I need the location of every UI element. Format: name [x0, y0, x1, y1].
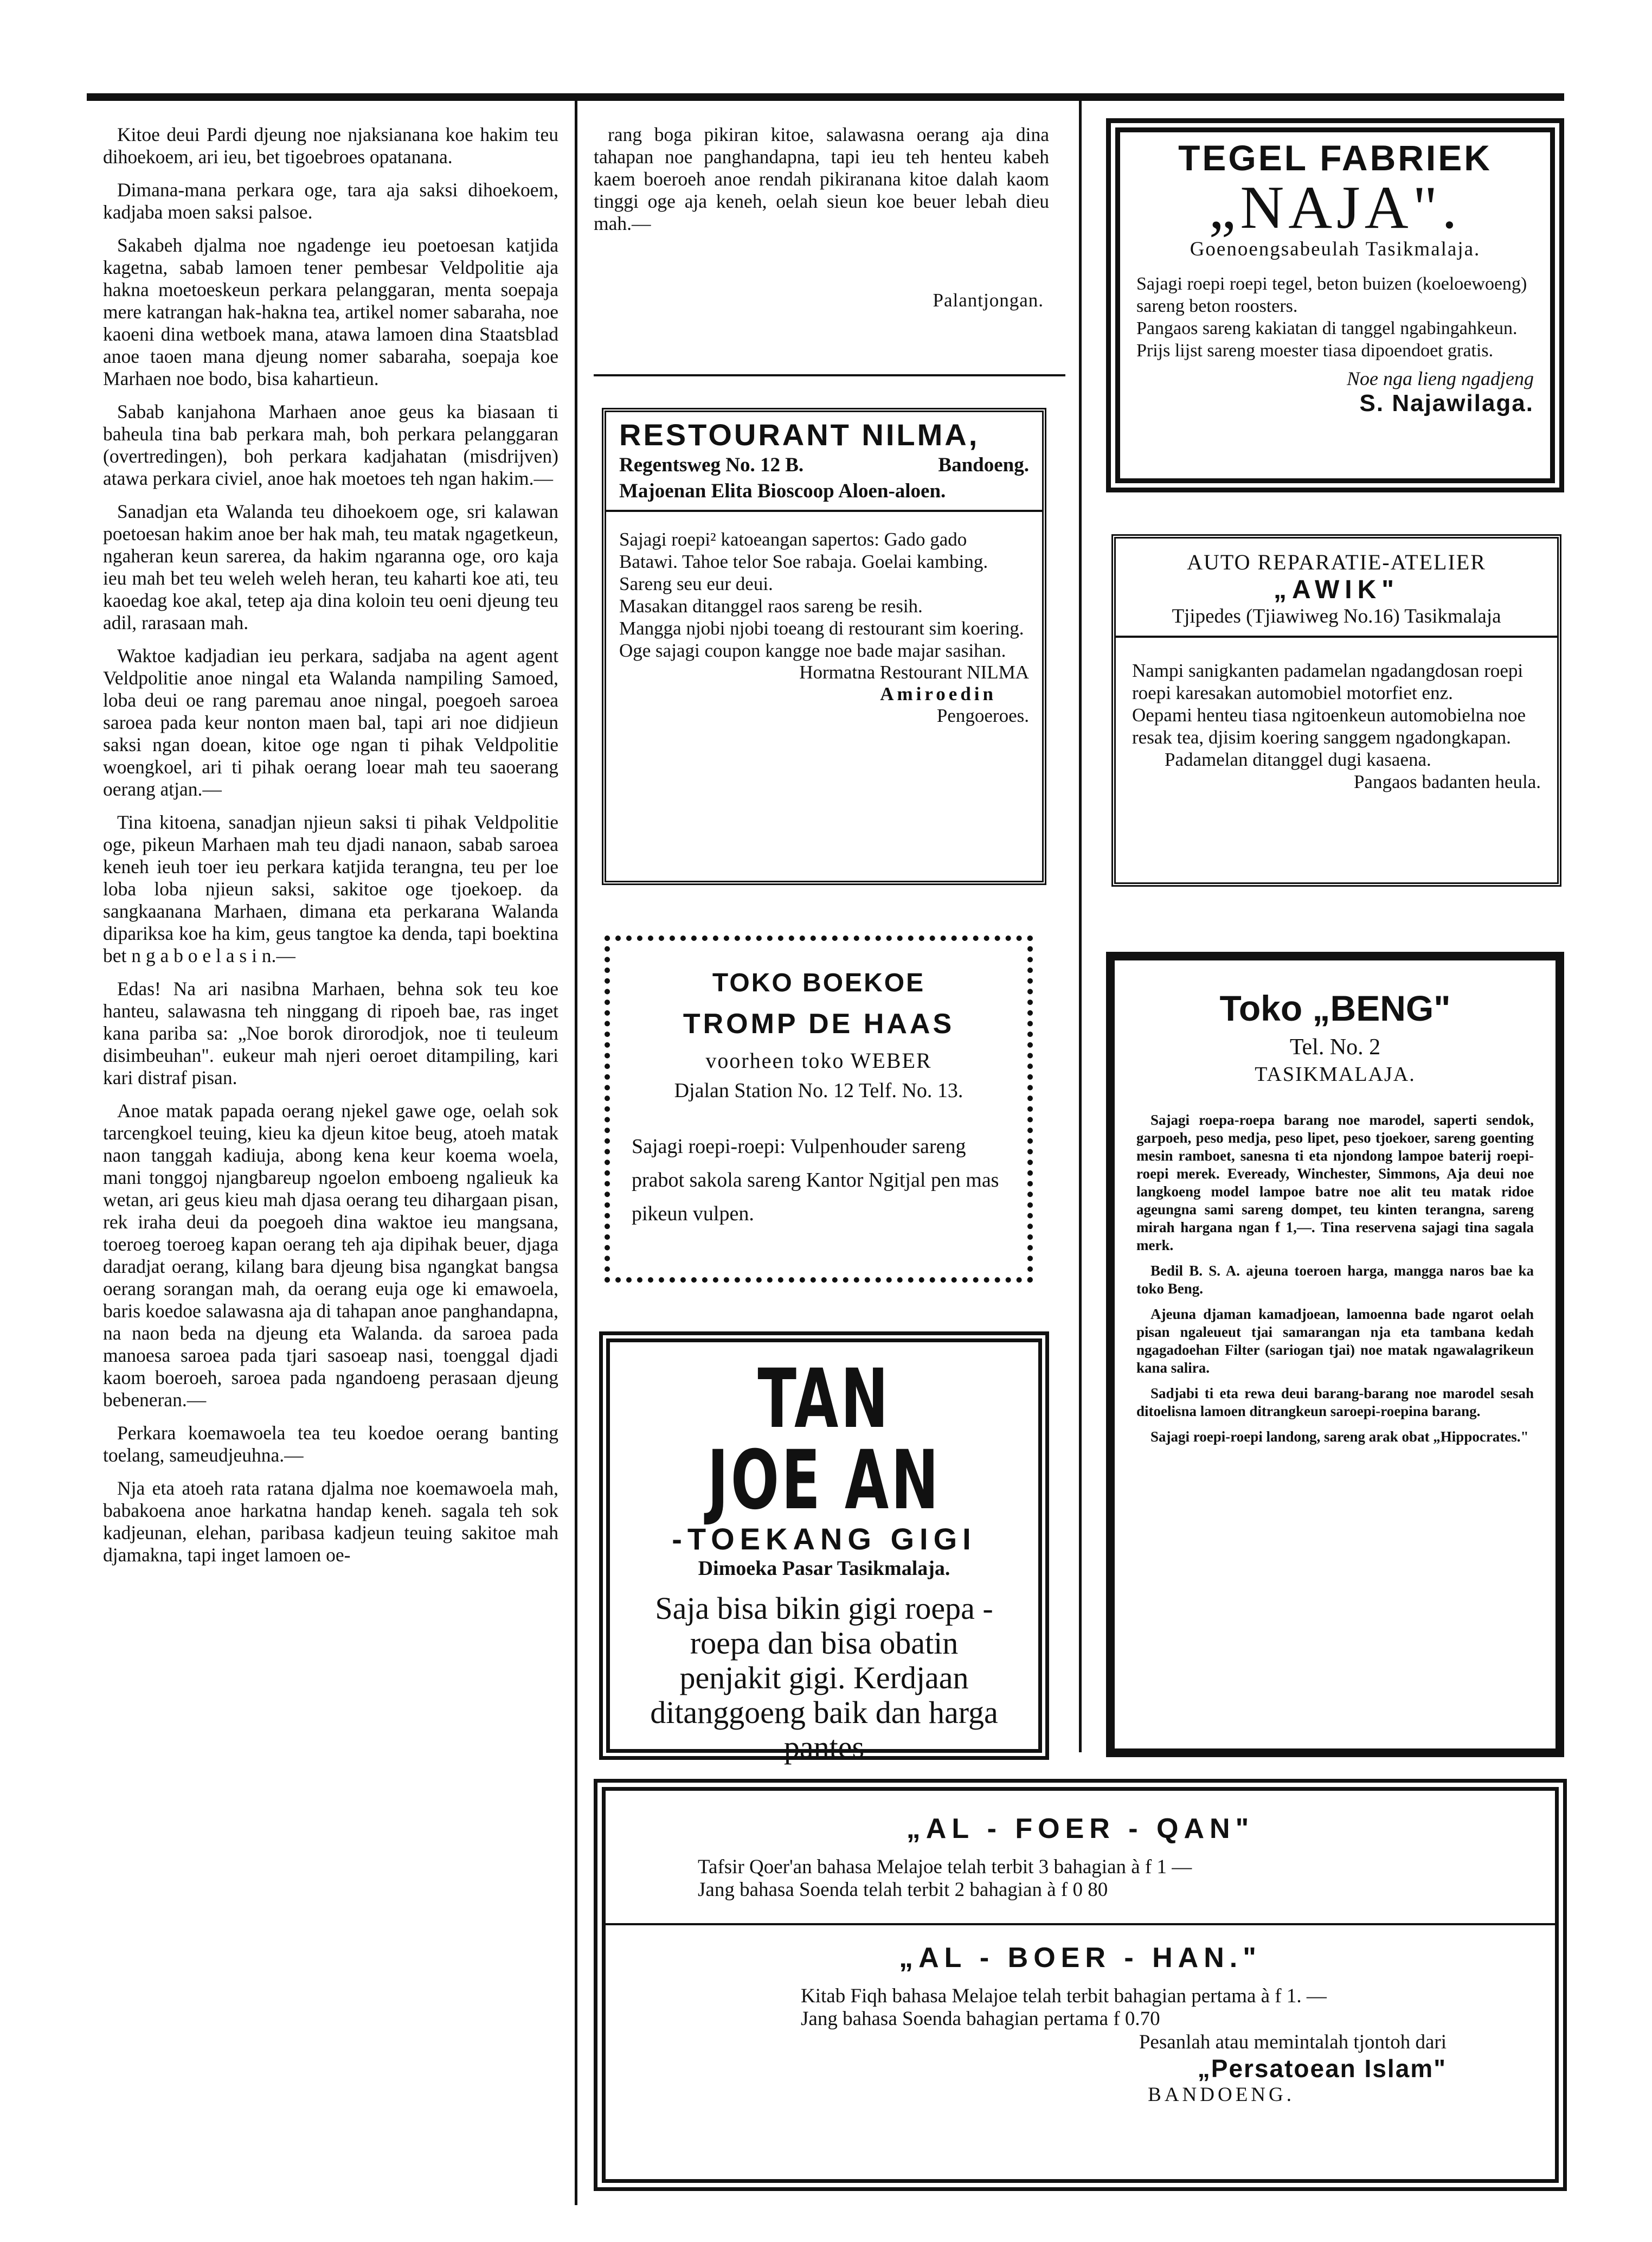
- ad-role: Pengoeroes.: [936, 705, 1029, 726]
- column-separator-left: [575, 101, 577, 2205]
- ad-body-paragraph: Bedil B. S. A. ajeuna toeroen harga, mangga naros bae ka toko Beng.: [1136, 1263, 1534, 1297]
- ad-location: Majoenan Elita Bioscoop Aloen-aloen.: [619, 480, 946, 502]
- ad-body: Saja bisa bikin gigi roepa - roepa dan bisa obatin penjakit gigi. Kerdjaan ditanggoeng baik dan harga pantes: [650, 1591, 998, 1765]
- continuation-text: rang boga pikiran kitoe, salawasna oerang aja dina tahapan noe panghandapna, tapi ieu teh henteu kabeh kaem boeroeh anoe rendah pikiranana kitoe dalah kaom tinggi oge aja keneh, oelah sieun koe beuer lebah dieu mah.—: [594, 124, 1049, 234]
- ad-title: TOKO BOEKOE: [712, 969, 925, 997]
- ad-body-paragraph: Sajagi roepa-roepa barang noe marodel, saperti sendok, garpoeh, peso medja, peso lipet, peso tjoekoer, sareng goenting mesin ramboet, sanesna ti eta njondong lampoe baterij roepi-roepi merek. Eveready, Winchester, Simmons, Aja deui noe langkoeng model lampoe batre noe alit teu matak ridoe ageungna sami sareng dompet, teu kinten terangna, sareng mirah hargana ngan f 1,—. Tina reservena sajagi tina sagala merk.: [1136, 1112, 1534, 1253]
- article-paragraph: Edas! Na ari nasibna Marhaen, behna sok teu koe hanteu, salawasna teh ninggang di ripoeh bae, ras inget kana pariba sa: „Noe borok dirorodjok, noe ti teuleum disimbeuhan". eukeur mah njeri oeroet ditampiling, kari kari distraf pisan.: [103, 978, 558, 1088]
- article-continuation: [594, 124, 1049, 311]
- ad-body-line: Nampi sanigkanten padamelan ngadangdosan roepi roepi karesakan automobiel motorfiet enz.: [1132, 660, 1524, 703]
- article-paragraph: Sanadjan eta Walanda teu dihoekoem oge, sri kalawan poetoesan hakim anoe ber hak mah, teu matak ngagetkeun, ngaheran keun sarerea, da hakim ngaranna oge, oro kaja ieu mah bet teu weleh weleh heran, teu kaharti koe ati, teu kaoedag koe akal, tetep aja dina koloin teu oeni djeung teu adil, rarasaan mah.: [103, 501, 558, 633]
- article-paragraph: Sabab kanjahona Marhaen anoe geus ka biasaan ti baheula tina bab perkara mah, boh perkara pelanggaran (overtredingen), boh perkara kadjahatan (misdrijven) atawa perkara civiel, anoe hak moetoes teh ngan hakim.—: [103, 401, 558, 489]
- column-separator-right: [1079, 101, 1082, 1752]
- ad-restourant-nilma: [602, 408, 1046, 885]
- ad-closing: Hormatna Restourant NILMA: [799, 662, 1029, 683]
- ad-title: TEGEL FABRIEK: [1178, 138, 1492, 178]
- ad-body-line: Oge sajagi coupon kangge noe bade majar sasihan.: [619, 640, 1006, 661]
- ad-body-line: Pangaos sareng kakiatan di tanggel ngabingahkeun. Prijs lijst sareng moester tiasa dipoendoet gratis.: [1136, 318, 1518, 361]
- ad-toko-boekoe-tromp-de-haas: [605, 936, 1033, 1283]
- article-paragraph: Anoe matak papada oerang njekel gawe oge, oelah sok tarcengkoel teuing, kieu ka djeun kitoe beug, atoeh matak naon tanggah kadiuja, abong kena keur koema woela, mani tonggoj njangbareup ngoelon emboeng ngalieuk ka wetan, ari geus kieu mah djasa oerang teu dihargaan pisan, rek iraha deui da poegoeh dina waktoe ieu mangsana, toeroeg toeroeg kapan oerang teh aja dipihak beuer, djaga daradjat oerang, kilang bara djeung bisa ngangkat bangsa oerang sorangan mah, da oerang euja oge ki emawoela, baris koedoe salawasna aja di tahapan anoe panghandapna, na naon beda na djeung eta Walanda. da saroea pada manoesa saroea pada tjari sasoeap nasi, toenggal djadi kaom boeroeh, saroea pada ngandoeng perasaan djeung bebeneran.—: [103, 1100, 558, 1411]
- ad-brand-name: „NAJA".: [1209, 174, 1462, 241]
- ad-body: [1136, 1111, 1534, 1446]
- ad-brand-name: TROMP DE HAAS: [683, 1008, 955, 1040]
- ad-owner: S. Najawilaga.: [1359, 390, 1534, 417]
- ad-publisher: „Persatoean Islam": [1197, 2054, 1447, 2083]
- article-paragraph: Sakabeh djalma noe ngadenge ieu poetoesan katjida kagetna, sabab lamoen tener pembesar Veldpolitie aja hakna moetoeskeun perkara pelanggaran, menta soepaja mere katrangan hak-hakna tea, artikel nomer sabaraha, noe kaoeni dina wetboek mana, atawa lamoen dina Staatsblad anoe taoen mana djeung nomer sabaraha, soepaja koe Marhaen noe bodo, bisa kahartieun.: [103, 234, 558, 389]
- ad-address: Tjipedes (Tjiawiweg No.16) Tasikmalaja: [1172, 605, 1501, 627]
- ad-order-text: Pesanlah atau memintalah tjontoh dari: [1139, 2031, 1447, 2053]
- article-paragraph: Dimana-mana perkara oge, tara aja saksi dihoekoem, kadjaba moen saksi palsoe.: [103, 179, 558, 223]
- ad-body: [619, 528, 1029, 662]
- article-signature: Palantjongan.: [933, 290, 1044, 311]
- ad-divider: [606, 1923, 1555, 1925]
- ad-address-row: [619, 452, 1029, 478]
- ad-closing: Noe nga lieng ngadjeng: [1347, 368, 1534, 389]
- ad-city: BANDOENG.: [1148, 2084, 1295, 2106]
- ad-body: [1132, 659, 1541, 793]
- ad-body-line: Padamelan ditanggel dugi kasaena.: [1165, 749, 1431, 770]
- ad-title: „AL - BOER - HAN.": [899, 1942, 1262, 1974]
- ad-address: Djalan Station No. 12 Telf. No. 13.: [674, 1079, 963, 1102]
- ad-body: [801, 1985, 1512, 2030]
- ad-location: Dimoeka Pasar Tasikmalaja.: [698, 1557, 950, 1580]
- ad-location: Goenoengsabeulah Tasikmalaja.: [1190, 238, 1481, 260]
- ad-tegel-fabriek-naja: [1106, 118, 1564, 492]
- ad-owner: Amiroedin: [880, 683, 997, 704]
- ad-divider: [1116, 636, 1557, 638]
- section-divider: [594, 374, 1065, 376]
- top-rule: [87, 93, 1564, 101]
- ad-auto-reparatie-awik: [1111, 534, 1561, 887]
- ad-body: [698, 1856, 1512, 1901]
- ad-address: Regentsweg No. 12 B.: [619, 454, 804, 476]
- article-paragraph: Waktoe kadjadian ieu perkara, sadjaba na agent agent Veldpolitie anoe ningal eta Walanda nampiling Samoed, loba deui oe rang paremau anoe ningal, poegoeh saroea saroea pada keur nonton maen bal, tapi ari noe didjieun saksi ngan doean, kitoe oge ngan ti pihak Veldpolitie woengkoel, ari ti pihak oerang loear mah teu saoerang oerang atjan.—: [103, 645, 558, 800]
- ad-title: AUTO REPARATIE-ATELIER: [1187, 550, 1486, 574]
- article-paragraph: Kitoe deui Pardi djeung noe njaksianana koe hakim teu dihoekoem, ari ieu, bet tigoebroes opatanana.: [103, 124, 558, 168]
- article-paragraph: Nja eta atoeh rata ratana djalma noe koemawoela mah, babakoena anoe harkatna handap keneh. sagala teh sok kadjeunan, elehan, paribasa kadjeun teuing sakitoe mah djamakna, tapi inget lamoen oe-: [103, 1477, 558, 1566]
- ad-telephone: Tel. No. 2: [1289, 1035, 1381, 1060]
- ad-body-line: Jang bahasa Soenda bahagian pertama f 0.70: [801, 2008, 1160, 2030]
- ad-tan-joe-an: [599, 1331, 1049, 1765]
- ad-toko-beng: [1106, 952, 1564, 1757]
- ad-title: Toko „BENG": [1219, 988, 1451, 1028]
- article-paragraph: Tina kitoena, sanadjan njieun saksi ti pihak Veldpolitie oge, pikeun Marhaen mah teu djadi nanaon, sabab saroea keneh ieuh toer ieu perkara katjida terangna, teu per loe loba loba njieun saksi, sakitoe oge tjoekoep. da sangkaanana Marhaen, dimana eta perkarana Walanda dipariksa koe ha kim, geus tangtoe ka denda, tapi boektina bet n g a b o e l a s i n.—: [103, 811, 558, 966]
- ad-body-line: Mangga njobi njobi toeang di restourant sim koering.: [619, 618, 1024, 639]
- ad-body-line: Masakan ditanggel raos sareng be resih.: [619, 595, 923, 617]
- ad-body-paragraph: Sajagi roepi-roepi landong, sareng arak obat „Hippocrates.": [1150, 1429, 1529, 1445]
- ad-body-line: Sajagi roepi roepi tegel, beton buizen (koeloewoeng) sareng beton roosters.: [1136, 274, 1527, 316]
- ad-divider: [606, 510, 1042, 512]
- ad-body: Sajagi roepi-roepi: Vulpenhouder sareng prabot sakola sareng Kantor Ngitjal pen mas pikeun vulpen.: [632, 1135, 999, 1225]
- ad-brand-name: TAN JOE AN: [707, 1352, 941, 1528]
- ad-trade: -TOEKANG GIGI: [672, 1522, 976, 1556]
- ad-brand-name: „AWIK": [1273, 575, 1400, 604]
- ad-body-line: Sajagi roepi² katoeangan sapertos: Gado gado Batawi. Tahoe telor Soe rabaja. Goelai kambing. Sareng seu eur deui.: [619, 529, 988, 594]
- ad-closing: Pangaos badanten heula.: [1353, 771, 1541, 792]
- ad-body-line: Kitab Fiqh bahasa Melajoe telah terbit bahagian pertama à f 1. —: [801, 1985, 1327, 2007]
- ad-title: RESTOURANT NILMA,: [619, 418, 980, 452]
- ad-city: TASIKMALAJA.: [1255, 1063, 1416, 1086]
- ad-al-foerqan-al-boerhan: [594, 1779, 1567, 2191]
- ad-city: Bandoeng.: [938, 454, 1029, 476]
- ad-body: [1136, 273, 1534, 362]
- ad-title: „AL - FOER - QAN": [906, 1813, 1255, 1844]
- ad-body-paragraph: Ajeuna djaman kamadjoean, lamoenna bade ngarot oelah pisan ngaleueut tjai samarangan nja eta tambana kedah ngagadoehan Filter (sariogan tjai) noe matak ngawalagrikeun kana salira.: [1136, 1306, 1534, 1376]
- ad-body-line: Jang bahasa Soenda telah terbit 2 bahagian à f 0 80: [698, 1879, 1108, 1901]
- ad-body-line: Tafsir Qoer'an bahasa Melajoe telah terbit 3 bahagian à f 1 —: [698, 1856, 1192, 1878]
- ad-former-name: voorheen toko WEBER: [705, 1048, 932, 1073]
- ad-body-paragraph: Sadjabi ti eta rewa deui barang-barang noe marodel sesah ditoelisna lamoen ditrangkeun saroepi-roepina barang.: [1136, 1385, 1534, 1419]
- article-column: [103, 124, 558, 1577]
- ad-body-line: Oepami henteu tiasa ngitoenkeun automobielna noe resak tea, djisim koering sanggem ngadongkapan.: [1132, 704, 1526, 748]
- article-paragraph: Perkara koemawoela tea teu koedoe oerang banting toelang, sameudjeuhna.—: [103, 1422, 558, 1466]
